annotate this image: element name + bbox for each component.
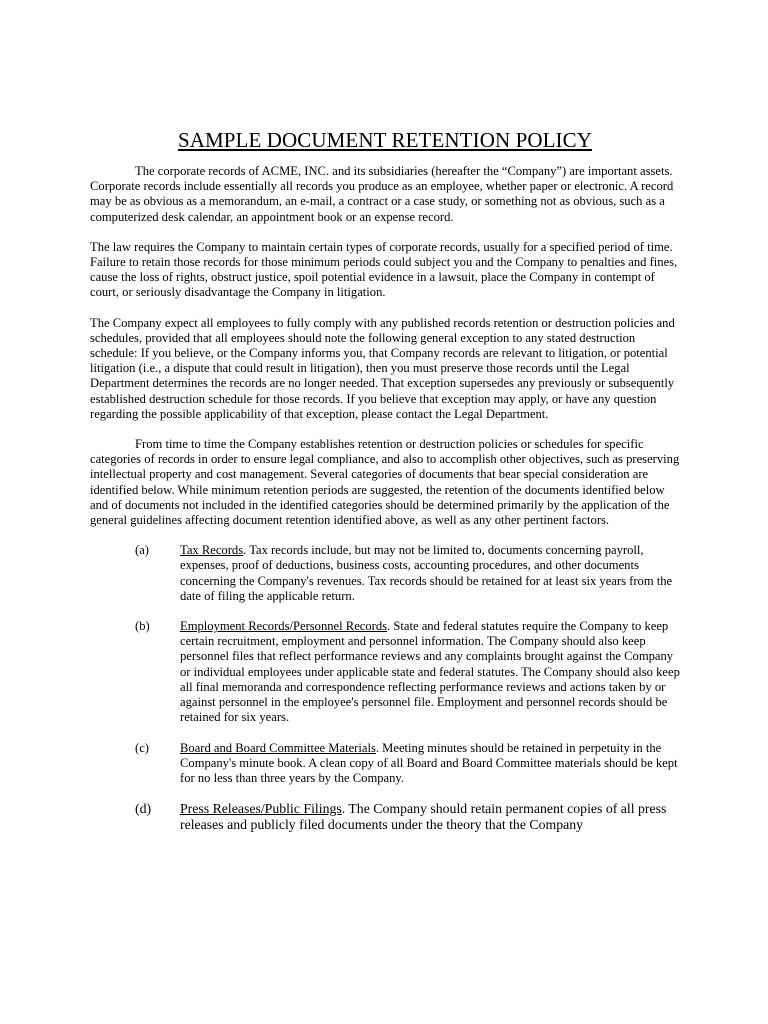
list-item	[90, 741, 680, 787]
record-categories-list	[90, 543, 680, 833]
document-title: SAMPLE DOCUMENT RETENTION POLICY	[177, 128, 593, 152]
list-item-marker: (c)	[135, 740, 149, 755]
list-item-text: . The Company should retain permanent copies of all press releases and publicly filed documents under the theory that the Company	[180, 801, 667, 833]
list-item-text: . Meeting minutes should be retained in perpetuity in the Company's minute book. A clean copy of all Board and Board Committee materials should be kept for no less than three years by the Company.	[180, 740, 678, 785]
categories-paragraph: From time to time the Company establishes retention or destruction policies or schedules for specific categories of records in order to ensure legal compliance, and also to accomplish other objectives, such as preserving intellectual property and cost management. Several categories of documents that bear special consideration are identified below. While minimum retention periods are suggested, the retention of the documents identified below and of documents not included in the identified categories should be determined primarily by the application of the general guidelines affecting document retention identified above, as well as any other pertinent factors.	[90, 437, 680, 528]
list-item-text: . State and federal statutes require the Company to keep certain recruitment, employment and personnel information. The Company should also keep personnel files that reflect performance reviews and any complaints brought against the Company or individual employees under applicable state and federal statutes. The Company should also keep all final memoranda and correspondence reflecting performance reviews and actions taken by or against personnel in the employee's personnel file. Employment and personnel records should be retained for six years.	[180, 619, 680, 725]
list-item	[90, 619, 680, 725]
list-item-marker: (d)	[135, 801, 152, 817]
list-item-body	[180, 801, 680, 833]
list-item-heading: Employment Records/Personnel Records	[180, 619, 388, 634]
list-item-marker: (b)	[135, 619, 150, 634]
litigation-exception-paragraph: The Company expect all employees to fully comply with any published records retention or destruction policies and schedules, provided that all employees should note the following general exception to any stated destruction schedule: If you believe, or the Company informs you, that Company records are relevant to litigation, or potential litigation (i.e., a dispute that could result in litigation), then you must preserve those records until the Legal Department determines the records are no longer needed. That exception supersedes any previously or subsequently established destruction schedule for those records. If you believe that exception may apply, or have any question regarding the possible applicability of that exception, please contact the Legal Department.	[90, 315, 675, 421]
list-item	[90, 543, 680, 604]
list-item-heading: Press Releases/Public Filings	[180, 801, 342, 817]
list-item-marker: (a)	[135, 543, 149, 558]
list-item-text: . Tax records include, but may not be limited to, documents concerning payroll, expenses, proof of deductions, business costs, accounting procedures, and other documents concerning the Company's revenues. Tax records should be retained for at least six years from the date of filing the applicable return.	[180, 543, 673, 603]
list-item-body	[180, 741, 680, 787]
list-item	[90, 801, 680, 833]
list-item-heading: Board and Board Committee Materials	[180, 740, 376, 755]
document-page	[90, 127, 680, 848]
legal-requirements-paragraph: The law requires the Company to maintain certain types of corporate records, usually for a specified period of time. Failure to retain those records for those minimum periods could subject you and the Company to penalties and fines, cause the loss of rights, obstruct justice, spoil potential evidence in a lawsuit, place the Company in contempt of court, or seriously disadvantage the Company in litigation.	[90, 239, 678, 300]
list-item-heading: Tax Records	[180, 543, 244, 558]
intro-paragraph: The corporate records of ACME, INC. and its subsidiaries (hereafter the “Company”) are important assets. Corporate records include essentially all records you produce as an employee, whether paper or electronic. A record may be as obvious as a memorandum, an e-mail, a contract or a case study, or something not as obvious, such as a computerized desk calendar, an appointment book or an expense record.	[90, 164, 674, 224]
list-item-body	[180, 619, 680, 725]
list-item-body	[180, 543, 680, 604]
